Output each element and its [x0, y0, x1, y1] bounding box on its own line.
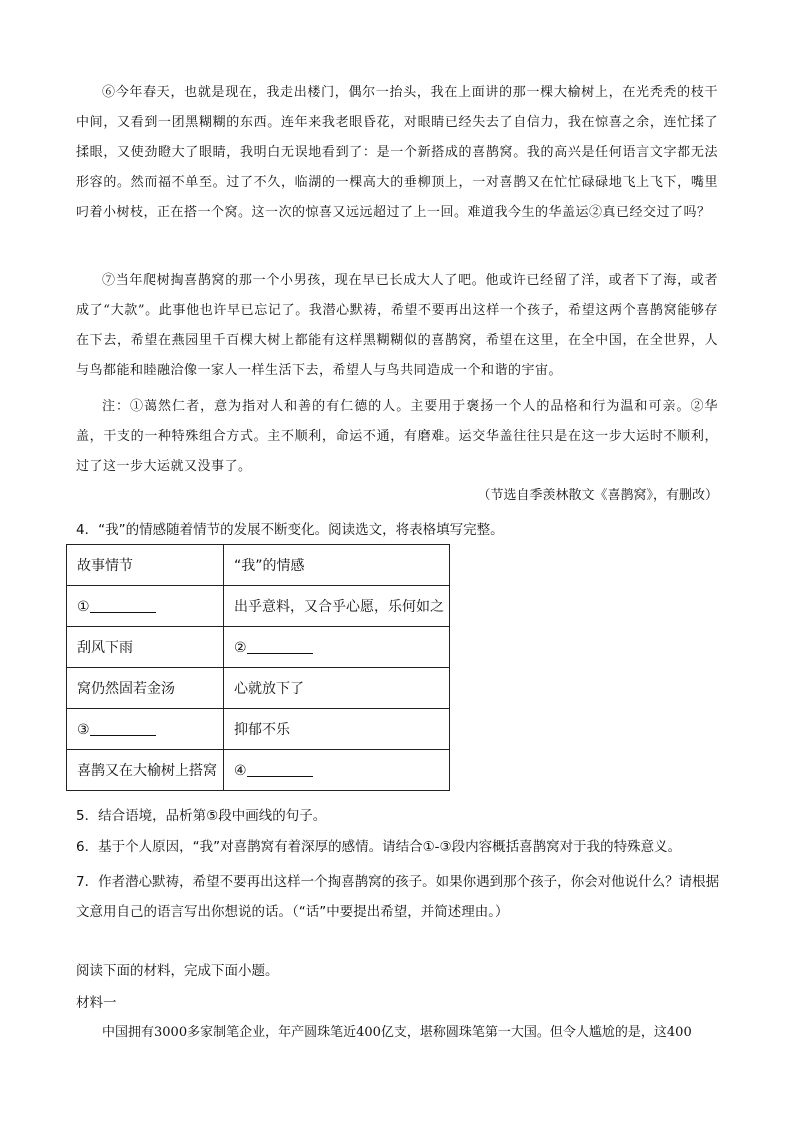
table-header-cell: 故事情节 — [67, 545, 224, 586]
blank-number: ① — [77, 598, 90, 615]
table-cell — [224, 750, 450, 791]
table-row — [67, 750, 450, 791]
emotion-table — [66, 544, 450, 791]
table-cell — [224, 627, 450, 668]
table-cell: 抑郁不乐 — [224, 709, 450, 750]
annotation-note: 注：①蔼然仁者，意为指对人和善的有仁德的人。主要用于褒扬一个人的品格和行为温和可亲。②华盖，干支的一种特殊组合方式。主不顺利，命运不通，有磨难。运交华盖往往只是在这一步大运时不顺利，过了这一步大运就又没事了。 — [76, 399, 718, 474]
table-cell: 刮风下雨 — [67, 627, 224, 668]
table-row — [67, 668, 450, 709]
material-text: 中国拥有3000多家制笔企业，年产圆珠笔近400亿支，堪称圆珠笔第一大国。但令人尴尬的是，这400 — [102, 1025, 692, 1040]
table-row — [67, 586, 450, 627]
material-title: 材料一 — [76, 995, 117, 1011]
paragraph-6: ⑥今年春天，也就是现在，我走出楼门，偶尔一抬头，我在上面讲的那一棵大榆树上，在光秃秃的枝干中间，又看到一团黑糊糊的东西。连年来我老眼昏花，对眼睛已经失去了自信力，我在惊喜之余，连忙揉了揉眼，又使劲瞪大了眼睛，我明白无误地看到了：是一个新搭成的喜鹊窝。我的高兴是任何语言文字都无法形容的。然而福不单至。过了不久，临湖的一棵高大的垂柳顶上，一对喜鹊又在忙忙碌碌地飞上飞下，嘴里叼着小树枝，正在搭一个窝。这一次的惊喜又远远超过了上一回。难道我今生的华盖运②真已经交过了吗？ — [76, 85, 718, 220]
table-cell: 窝仍然固若金汤 — [67, 668, 224, 709]
table-header-cell: “我”的情感 — [224, 545, 450, 586]
table-header-row — [67, 545, 450, 586]
table-cell: 出乎意料，又合乎心愿，乐何如之 — [224, 586, 450, 627]
question-7: 7．作者潜心默祷，希望不要再出这样一个掏喜鹊窝的孩子。如果你遇到那个孩子，你会对他说什么？请根据文意用自己的语言写出你想说的话。（“话”中要提出希望，并简述理由。） — [76, 874, 720, 920]
blank-number: ④ — [234, 762, 247, 779]
question-5: 5．结合语境，品析第⑤段中画线的句子。 — [76, 808, 327, 824]
answer-blank[interactable] — [90, 721, 156, 736]
source-citation: （节选自季羡林散文《喜鹊窝》，有删改） — [477, 488, 718, 503]
table-cell: 喜鹊又在大榆树上搭窝 — [67, 750, 224, 791]
blank-number: ② — [234, 639, 247, 656]
question-4: 4．“我”的情感随着情节的发展不断变化。阅读选文，将表格填写完整。 — [76, 522, 504, 538]
table-row — [67, 627, 450, 668]
table-cell — [67, 586, 224, 627]
answer-blank[interactable] — [247, 762, 313, 777]
question-6: 6．基于个人原因，“我”对喜鹊窝有着深厚的感情。请结合①-③段内容概括喜鹊窝对于我的特殊意义。 — [76, 839, 682, 855]
answer-blank[interactable] — [247, 639, 313, 654]
paragraph-7: ⑦当年爬树掏喜鹊窝的那一个小男孩，现在早已长成大人了吧。他或许已经留了洋，或者下了海，或者成了“大款”。此事他也许早已忘记了。我潜心默祷，希望不要再出这样一个孩子，希望这两个喜鹊窝能够存在下去，希望在燕园里千百棵大树上都能有这样黑糊糊似的喜鹊窝，希望在这里，在全中国，在全世界，人与鸟都能和睦融洽像一家人一样生活下去，希望人与鸟共同造成一个和谐的宇宙。 — [76, 273, 718, 378]
material-instruction: 阅读下面的材料，完成下面小题。 — [76, 963, 279, 979]
table-row — [67, 709, 450, 750]
answer-blank[interactable] — [90, 598, 156, 613]
table-cell — [67, 709, 224, 750]
blank-number: ③ — [77, 721, 90, 738]
table-cell: 心就放下了 — [224, 668, 450, 709]
